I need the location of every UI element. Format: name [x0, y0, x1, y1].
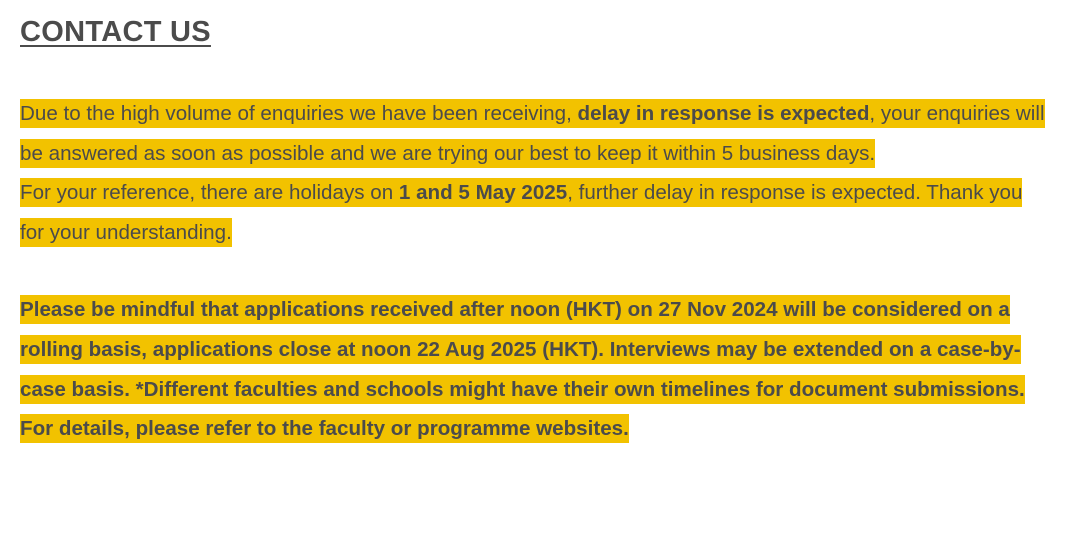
- holiday-dates: 1 and 5 May 2025: [398, 181, 568, 205]
- delay-notice-text-end: , your enquiries will be answered as soon as possible and we are trying our best to keep it within 5 business days.: [20, 102, 1045, 165]
- holiday-notice-text-end: , further delay in response is expected. Thank you for your understanding.: [20, 181, 1023, 244]
- delay-notice: [20, 94, 1052, 252]
- application-deadline-notice: [20, 290, 1052, 448]
- holiday-notice-highlight: [20, 178, 1022, 247]
- delay-notice-text-start: Due to the high volume of enquiries we have been receiving,: [20, 102, 578, 125]
- delay-notice-emphasis: delay in response is expected: [577, 102, 870, 125]
- page-title: CONTACT US: [20, 16, 211, 48]
- delay-notice-highlight: [20, 99, 1045, 168]
- holiday-notice-text-start: For your reference, there are holidays on: [20, 181, 399, 205]
- application-deadline-text: Please be mindful that applications received after noon (HKT) on 27 Nov 2024 will be considered on a rolling basis, applications close at noon 22 Aug 2025 (HKT). Interviews may be extended on a case-by-case basis. *Different faculties and schools might have their own timelines for document submissions. For details, please refer to the faculty or programme websites.: [20, 295, 1025, 443]
